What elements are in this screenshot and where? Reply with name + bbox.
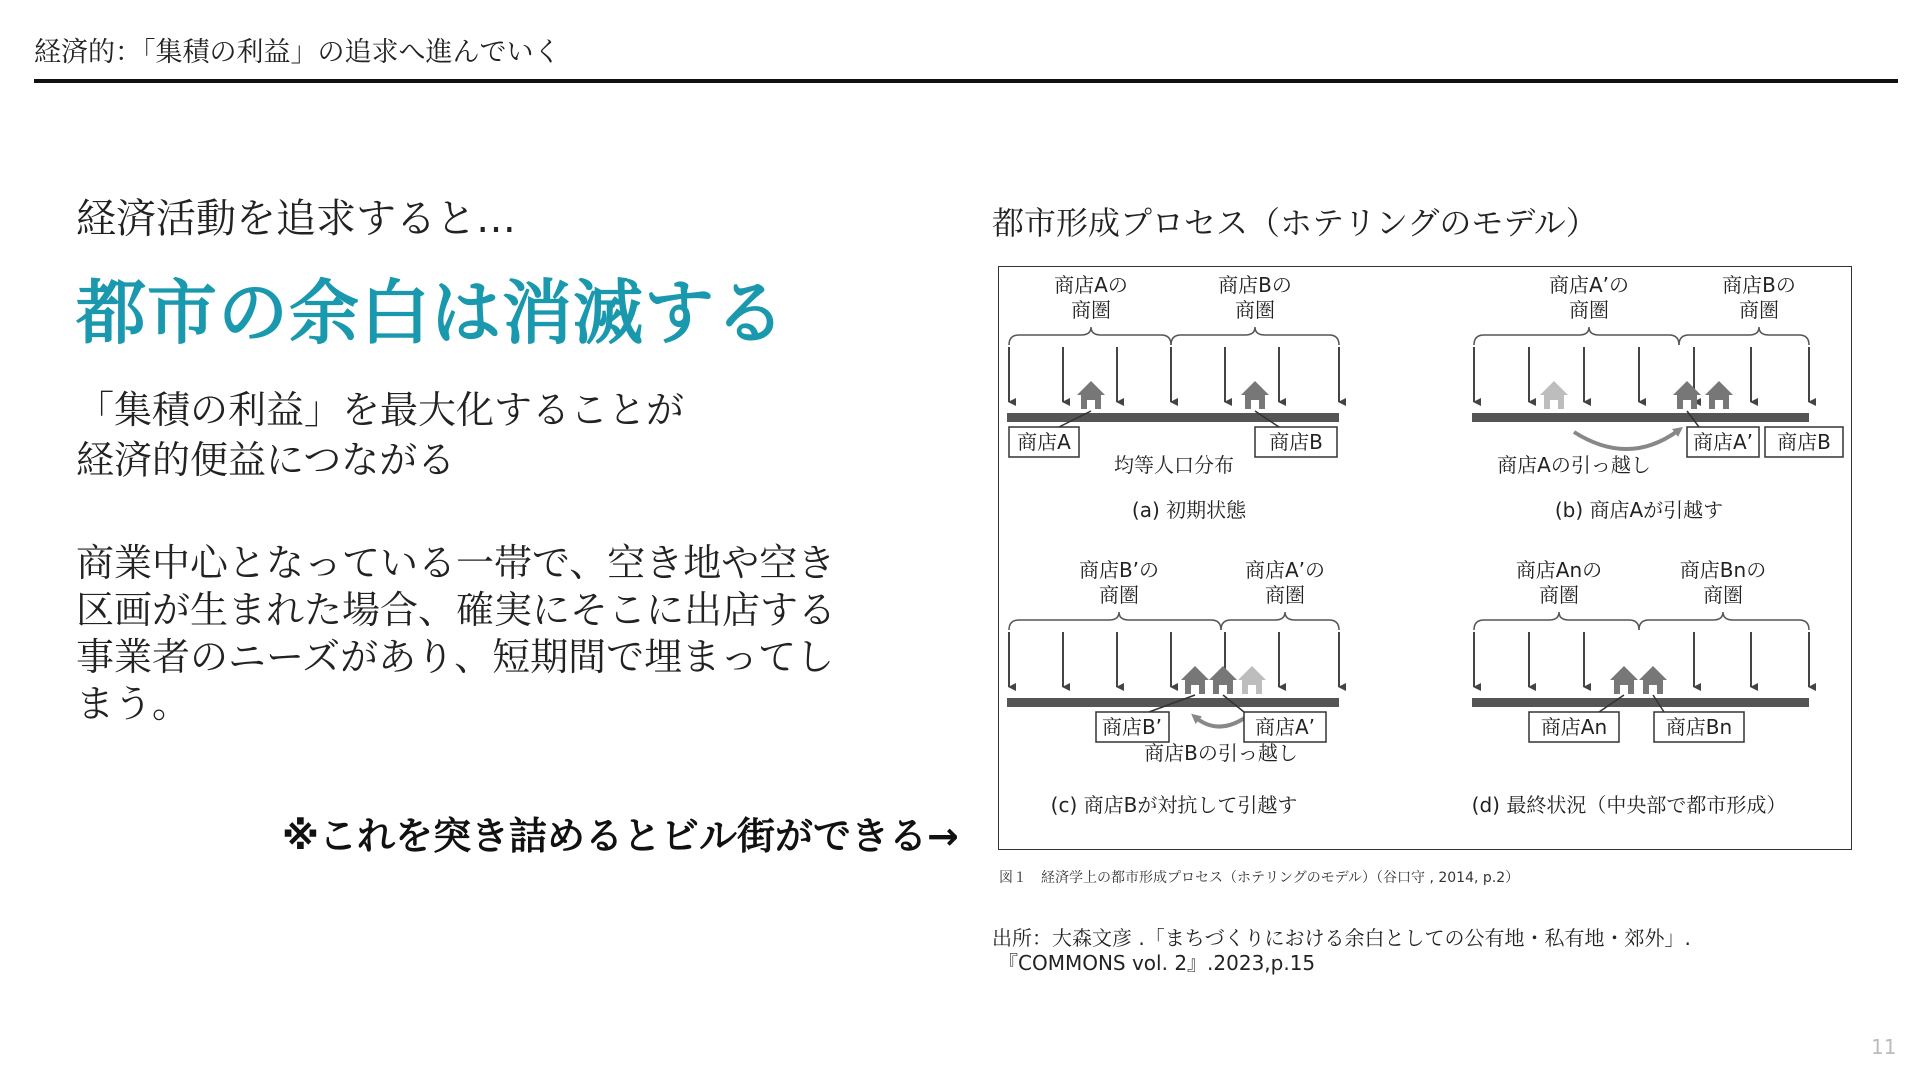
paragraph-line: 事業者のニーズがあり、短期間で埋まってし: [76, 635, 835, 679]
panel-b-note: 商店Aの引っ越し: [1497, 453, 1651, 477]
store-b-old-house-icon: [1238, 666, 1266, 694]
panel-d-area-left-line2: 商圏: [1539, 583, 1579, 607]
panel-c-caption: (c) 商店Bが対抗して引越す: [1050, 793, 1298, 817]
panel-b-area-right-line2: 商圏: [1739, 298, 1779, 322]
panel-c-area-left-line2: 商圏: [1099, 583, 1139, 607]
panel-a-note: 均等人口分布: [1114, 453, 1234, 477]
page-number: 11: [1871, 1035, 1897, 1059]
panel-a-bracket-left: [1009, 327, 1171, 345]
panel-a-store-right: 商店B: [1269, 430, 1323, 454]
panel-b-store-left: 商店A’: [1692, 430, 1754, 454]
panel-d: [1472, 558, 1809, 817]
source-citation-line1: 出所：大森文彦 .「まちづくりにおける余白としての公有地・私有地・郊外」.: [992, 926, 1691, 950]
panel-b-store-right: 商店B: [1777, 430, 1831, 454]
paragraph-agglomeration: [76, 385, 684, 485]
lead-text: 経済活動を追求すると…: [76, 196, 516, 242]
panel-d-store-right: 商店Bn: [1665, 715, 1733, 739]
panel-d-area-right-line2: 商圏: [1703, 583, 1743, 607]
store-b-house-icon: [1241, 381, 1269, 409]
headline: 都市の余白は消滅する: [76, 272, 786, 354]
panel-a-area-left-line2: 商圏: [1071, 298, 1111, 322]
callout-text: ※これを突き詰めるとビル街ができる→: [282, 814, 959, 858]
panel-a-area-right-line2: 商圏: [1235, 298, 1275, 322]
source-citation-line2: 『COMMONS vol. 2』.2023,p.15: [998, 951, 1316, 975]
store-a-house-icon: [1077, 381, 1105, 409]
panel-d-store-left: 商店An: [1540, 715, 1608, 739]
panel-a: [1007, 273, 1339, 522]
panel-b-area-right-line1: 商店Bの: [1722, 273, 1796, 297]
panel-c-store-right: 商店A’: [1254, 715, 1316, 739]
panel-a-area-right-line1: 商店Bの: [1218, 273, 1292, 297]
panel-d-caption: (d) 最終状況（中央部で都市形成）: [1471, 793, 1787, 817]
store-b-house-icon: [1705, 381, 1733, 409]
panel-c-note: 商店Bの引っ越し: [1144, 741, 1298, 765]
panel-d-area-left-line1: 商店Anの: [1515, 558, 1603, 582]
figure-frame: [998, 266, 1852, 850]
panel-b-area-left-line2: 商圏: [1569, 298, 1609, 322]
store-a-old-house-icon: [1540, 381, 1568, 409]
figure-caption: 図１ 経済学上の都市形成プロセス（ホテリングのモデル）（谷口守 , 2014, p.2）: [999, 870, 1520, 886]
paragraph-line: 区画が生まれた場合、確実にそこに出店する: [76, 588, 837, 632]
panel-c: [1007, 558, 1339, 817]
paragraph-vacant-lots: [76, 540, 876, 728]
panel-b: [1472, 273, 1843, 522]
panel-c-area-left-line1: 商店B’の: [1078, 558, 1160, 582]
store-an-house-icon: [1610, 666, 1638, 694]
panel-a-store-left: 商店A: [1017, 430, 1071, 454]
move-arrow: [1574, 430, 1679, 449]
panel-b-caption: (b) 商店Aが引越す: [1554, 498, 1724, 522]
panel-c-store-left: 商店B’: [1101, 715, 1163, 739]
figure-title: 都市形成プロセス（ホテリングのモデル）: [992, 204, 1598, 242]
panel-a-area-left-line1: 商店Aの: [1054, 273, 1128, 297]
store-a-new-house-icon: [1673, 381, 1701, 409]
paragraph-line: まう。: [76, 682, 191, 726]
paragraph-line: 経済的便益につながる: [76, 438, 456, 482]
store-b-new-house-icon: [1181, 666, 1209, 694]
move-arrow: [1195, 715, 1249, 727]
hotelling-diagram: [999, 267, 1851, 849]
store-a-house-icon: [1209, 666, 1237, 694]
store-bn-house-icon: [1639, 666, 1667, 694]
header-divider: [34, 79, 1898, 83]
panel-a-bracket-right: [1171, 327, 1339, 345]
panel-c-area-right-line2: 商圏: [1265, 583, 1305, 607]
panel-d-area-right-line1: 商店Bnの: [1679, 558, 1767, 582]
panel-a-caption: (a) 初期状態: [1131, 498, 1247, 522]
panel-a-street: [1007, 413, 1339, 422]
paragraph-line: 「集積の利益」を最大化することが: [76, 388, 685, 432]
paragraph-line: 商業中心となっている一帯で、空き地や空き: [76, 541, 836, 585]
population-arrows: [1009, 347, 1339, 402]
panel-b-area-left-line1: 商店A’の: [1548, 273, 1630, 297]
panel-c-area-right-line1: 商店A’の: [1244, 558, 1326, 582]
slide-header-title: 経済的：「集積の利益」の追求へ進んでいく: [34, 37, 561, 68]
